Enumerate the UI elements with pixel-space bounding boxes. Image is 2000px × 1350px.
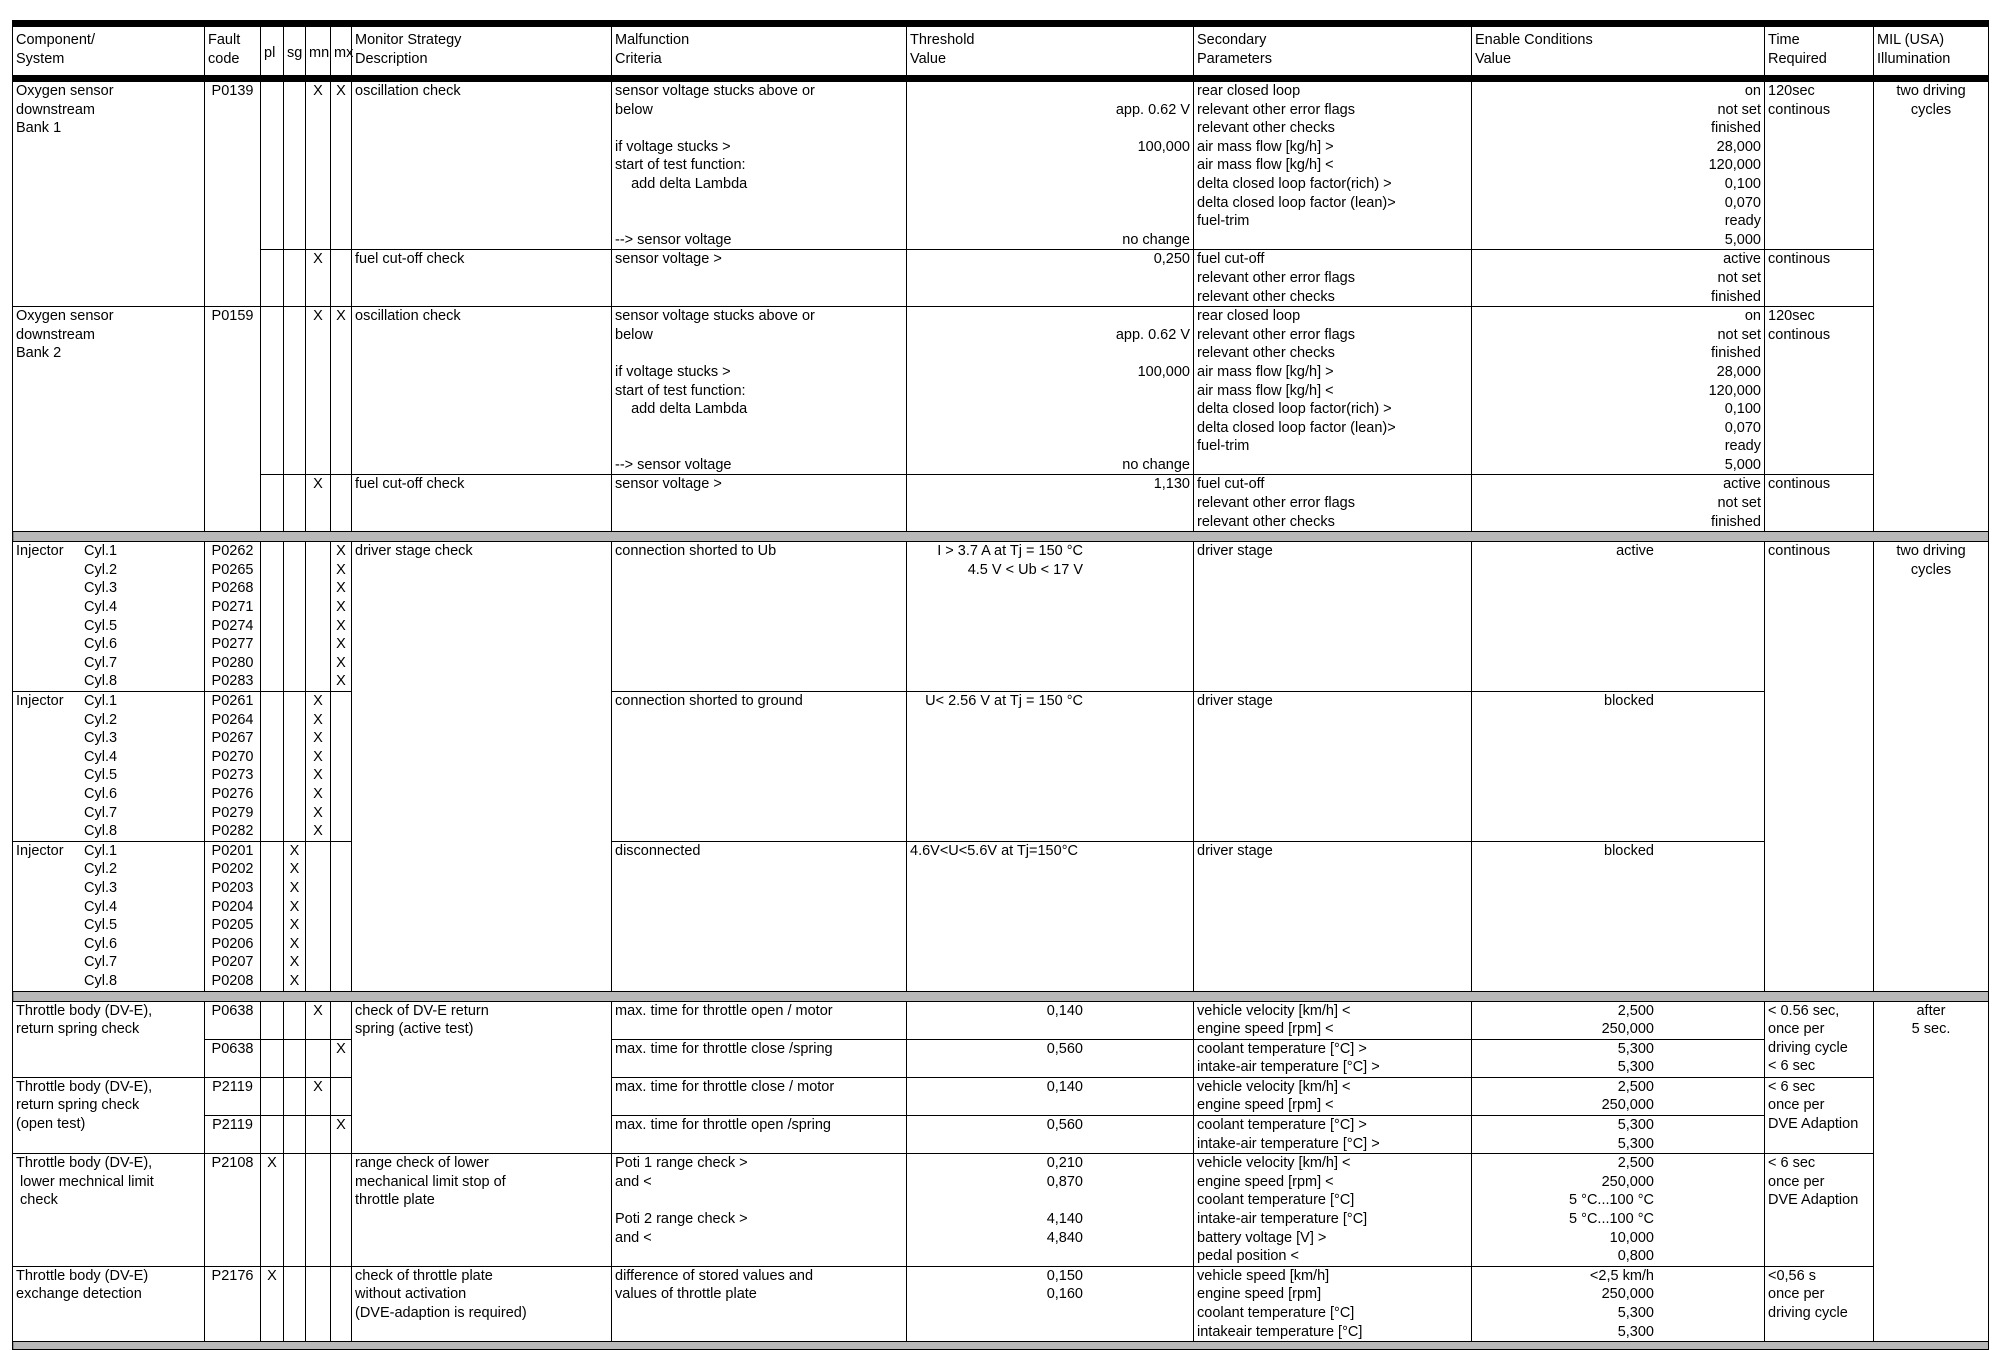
- threshold-cell: 0,210 0,870 4,140 4,840: [907, 1154, 1194, 1267]
- cylinder-label: Cyl.7: [84, 954, 118, 971]
- cylinder-label: Cyl.1: [84, 693, 118, 709]
- secondary-cell: vehicle velocity [km/h] < engine speed [rpm] <: [1194, 1077, 1472, 1115]
- mx-cell: [331, 692, 352, 842]
- cylinder-label: Cyl.2: [84, 561, 118, 578]
- mn-cell: [306, 1116, 331, 1154]
- mn-cell: [306, 542, 331, 692]
- threshold-cell: 0,140: [907, 1077, 1194, 1115]
- enable-cell: active not set finished: [1472, 250, 1765, 307]
- mx-cell: [331, 1266, 352, 1341]
- malfunction-cell: connection shorted to Ub: [612, 542, 907, 692]
- component-cell: Throttle body (DV-E), return spring check (open test): [13, 1077, 205, 1153]
- component-cell: Oxygen sensor downstream Bank 2: [13, 307, 205, 532]
- mil-cell: after 5 sec.: [1874, 1001, 1989, 1342]
- table-row: [13, 307, 1989, 475]
- cylinder-label: Cyl.7: [84, 654, 118, 671]
- header-pl: pl: [261, 24, 284, 79]
- threshold-cell: app. 0.62 V 100,000 no change: [907, 307, 1194, 475]
- mx-cell: [331, 475, 352, 532]
- threshold-cell: 4.6V<U<5.6V at Tj=150°C: [907, 841, 1194, 991]
- threshold-cell: 0,140: [907, 1001, 1194, 1039]
- cylinder-label: Cyl.2: [84, 711, 118, 728]
- secondary-cell: rear closed loop relevant other error flags relevant other checks air mass flow [kg/h] > air mass flow [kg/h] < delta closed loop factor(rich) > delta closed loop factor (lean)> fuel-trim: [1194, 307, 1472, 475]
- monitor-table: [12, 20, 1989, 1350]
- section-divider: [13, 532, 1989, 542]
- mx-cell: X: [331, 79, 352, 250]
- cylinder-label: Cyl.4: [84, 748, 118, 765]
- secondary-cell: driver stage: [1194, 542, 1472, 692]
- header-enable: Enable Conditions Value: [1472, 24, 1765, 79]
- mn-cell: X: [306, 307, 331, 475]
- pl-cell: [261, 250, 284, 307]
- table-row: [13, 841, 1989, 991]
- strategy-cell: range check of lower mechanical limit stop of throttle plate: [352, 1154, 612, 1267]
- time-cell: < 0.56 sec, once per driving cycle < 6 sec: [1765, 1001, 1874, 1077]
- strategy-cell: oscillation check: [352, 79, 612, 250]
- fault-code-cell: P0638: [205, 1039, 261, 1077]
- sg-cell: X X X X X X X X: [284, 841, 306, 991]
- mn-cell: X: [306, 79, 331, 250]
- pl-cell: [261, 692, 284, 842]
- enable-cell: blocked: [1472, 692, 1765, 842]
- pl-cell: [261, 1116, 284, 1154]
- cylinder-label: Cyl.8: [84, 972, 118, 989]
- enable-cell: on not set finished 28,000 120,000 0,100 0,070 ready 5,000: [1472, 307, 1765, 475]
- component-cell: [13, 841, 205, 991]
- mx-cell: [331, 250, 352, 307]
- strategy-cell: fuel cut-off check: [352, 250, 612, 307]
- secondary-cell: fuel cut-off relevant other error flags relevant other checks: [1194, 250, 1472, 307]
- injector-label: Injector: [16, 842, 64, 859]
- enable-cell: on not set finished 28,000 120,000 0,100 0,070 ready 5,000: [1472, 79, 1765, 250]
- threshold-cell: U< 2.56 V at Tj = 150 °C: [907, 692, 1194, 842]
- time-cell: continous: [1765, 250, 1874, 307]
- mn-cell: X X X X X X X X: [306, 692, 331, 842]
- enable-cell: 2,500 250,000: [1472, 1077, 1765, 1115]
- threshold-cell: I > 3.7 A at Tj = 150 °C 4.5 V < Ub < 17 V: [907, 542, 1194, 692]
- table-row: [13, 1154, 1989, 1267]
- fault-code-cell: P2176: [205, 1266, 261, 1341]
- secondary-cell: coolant temperature [°C] > intake-air temperature [°C] >: [1194, 1039, 1472, 1077]
- strategy-cell: check of throttle plate without activation (DVE-adaption is required): [352, 1266, 612, 1341]
- fault-code-cell: P0139: [205, 79, 261, 307]
- pl-cell: [261, 1077, 284, 1115]
- header-sg: sg: [284, 24, 306, 79]
- cylinder-label: Cyl.6: [84, 935, 118, 952]
- fault-code-cell: P2119: [205, 1077, 261, 1115]
- secondary-cell: vehicle velocity [km/h] < engine speed [rpm] <: [1194, 1001, 1472, 1039]
- fault-code-cell: P0638: [205, 1001, 261, 1039]
- cylinder-label: Cyl.4: [84, 898, 118, 915]
- mil-cell: two driving cycles: [1874, 542, 1989, 991]
- section-divider: [13, 991, 1989, 1001]
- cylinder-list: [84, 692, 117, 841]
- fault-code-cell: P0261 P0264 P0267 P0270 P0273 P0276 P0279 P0282: [205, 692, 261, 842]
- mn-cell: [306, 841, 331, 991]
- header-secondary: Secondary Parameters: [1194, 24, 1472, 79]
- malfunction-cell: sensor voltage >: [612, 250, 907, 307]
- pl-cell: [261, 841, 284, 991]
- table-row: [13, 542, 1989, 692]
- malfunction-cell: Poti 1 range check > and < Poti 2 range check > and <: [612, 1154, 907, 1267]
- component-cell: Throttle body (DV-E), return spring check: [13, 1001, 205, 1077]
- mx-cell: X X X X X X X X: [331, 542, 352, 692]
- malfunction-cell: sensor voltage >: [612, 475, 907, 532]
- table-row: [13, 475, 1989, 532]
- header-component: Component/ System: [13, 24, 205, 79]
- mn-cell: X: [306, 1001, 331, 1039]
- pl-cell: [261, 79, 284, 250]
- malfunction-cell: max. time for throttle open /spring: [612, 1116, 907, 1154]
- sg-cell: [284, 1077, 306, 1115]
- cylinder-list: [84, 542, 117, 691]
- header-row: [13, 24, 1989, 79]
- enable-cell: 5,300 5,300: [1472, 1116, 1765, 1154]
- section-divider: [13, 1342, 1989, 1350]
- strategy-cell: check of DV-E return spring (active test): [352, 1001, 612, 1154]
- enable-cell: 2,500 250,000: [1472, 1001, 1765, 1039]
- malfunction-cell: max. time for throttle open / motor: [612, 1001, 907, 1039]
- pl-cell: X: [261, 1266, 284, 1341]
- mx-cell: X: [331, 1116, 352, 1154]
- time-cell: <0,56 s once per driving cycle: [1765, 1266, 1874, 1341]
- table-row: [13, 1116, 1989, 1154]
- time-cell: continous: [1765, 542, 1874, 991]
- secondary-cell: rear closed loop relevant other error flags relevant other checks air mass flow [kg/h] > air mass flow [kg/h] < delta closed loop factor(rich) > delta closed loop factor (lean)> fuel-trim: [1194, 79, 1472, 250]
- cylinder-label: Cyl.5: [84, 767, 118, 784]
- secondary-cell: vehicle speed [km/h] engine speed [rpm] coolant temperature [°C] intakeair temperature [°C]: [1194, 1266, 1472, 1341]
- component-cell: Throttle body (DV-E), lower mechnical limit check: [13, 1154, 205, 1267]
- header-mn: mn: [306, 24, 331, 79]
- cylinder-label: Cyl.8: [84, 823, 118, 840]
- mx-cell: [331, 841, 352, 991]
- threshold-cell: app. 0.62 V 100,000 no change: [907, 79, 1194, 250]
- cylinder-label: Cyl.3: [84, 580, 118, 597]
- secondary-cell: driver stage: [1194, 841, 1472, 991]
- cylinder-label: Cyl.5: [84, 617, 118, 634]
- time-cell: < 6 sec once per DVE Adaption: [1765, 1077, 1874, 1153]
- header-time: Time Required: [1765, 24, 1874, 79]
- enable-cell: 5,300 5,300: [1472, 1039, 1765, 1077]
- threshold-cell: 0,150 0,160: [907, 1266, 1194, 1341]
- threshold-cell: 0,250: [907, 250, 1194, 307]
- cylinder-label: Cyl.6: [84, 785, 118, 802]
- mn-cell: [306, 1154, 331, 1267]
- cylinder-label: Cyl.8: [84, 673, 118, 690]
- enable-cell: active not set finished: [1472, 475, 1765, 532]
- cylinder-label: Cyl.5: [84, 917, 118, 934]
- mx-cell: X: [331, 1039, 352, 1077]
- time-cell: 120sec continous: [1765, 307, 1874, 475]
- sg-cell: [284, 79, 306, 250]
- malfunction-cell: disconnected: [612, 841, 907, 991]
- cylinder-label: Cyl.1: [84, 543, 118, 560]
- malfunction-cell: connection shorted to ground: [612, 692, 907, 842]
- sg-cell: [284, 542, 306, 692]
- malfunction-cell: max. time for throttle close / motor: [612, 1077, 907, 1115]
- malfunction-cell: sensor voltage stucks above or below if voltage stucks > start of test function: add delta Lambda --> sensor voltage: [612, 307, 907, 475]
- component-cell: Oxygen sensor downstream Bank 1: [13, 79, 205, 307]
- threshold-cell: 0,560: [907, 1039, 1194, 1077]
- threshold-cell: 0,560: [907, 1116, 1194, 1154]
- header-threshold: Threshold Value: [907, 24, 1194, 79]
- header-strategy: Monitor Strategy Description: [352, 24, 612, 79]
- malfunction-cell: sensor voltage stucks above or below if voltage stucks > start of test function: add delta Lambda --> sensor voltage: [612, 79, 907, 250]
- table-row: [13, 1001, 1989, 1039]
- mx-cell: [331, 1154, 352, 1267]
- cylinder-label: Cyl.2: [84, 861, 118, 878]
- sg-cell: [284, 307, 306, 475]
- strategy-cell: fuel cut-off check: [352, 475, 612, 532]
- table-row: [13, 1039, 1989, 1077]
- sg-cell: [284, 475, 306, 532]
- header-malfunction: Malfunction Criteria: [612, 24, 907, 79]
- header-mx: mx: [331, 24, 352, 79]
- mn-cell: [306, 1039, 331, 1077]
- sg-cell: [284, 250, 306, 307]
- pl-cell: [261, 1001, 284, 1039]
- enable-cell: blocked: [1472, 841, 1765, 991]
- time-cell: continous: [1765, 475, 1874, 532]
- cylinder-label: Cyl.4: [84, 599, 118, 616]
- strategy-cell: driver stage check: [352, 542, 612, 991]
- mn-cell: [306, 1266, 331, 1341]
- pl-cell: [261, 542, 284, 692]
- strategy-cell: oscillation check: [352, 307, 612, 475]
- secondary-cell: driver stage: [1194, 692, 1472, 842]
- table-row: [13, 1266, 1989, 1341]
- table-row: [13, 79, 1989, 250]
- sg-cell: [284, 1266, 306, 1341]
- time-cell: 120sec continous: [1765, 79, 1874, 250]
- component-cell: Throttle body (DV-E) exchange detection: [13, 1266, 205, 1341]
- cylinder-label: Cyl.3: [84, 879, 118, 896]
- fault-code-cell: P2119: [205, 1116, 261, 1154]
- header-mil: MIL (USA) Illumination: [1874, 24, 1989, 79]
- pl-cell: [261, 1039, 284, 1077]
- obd-spec-sheet: [12, 20, 1988, 1340]
- fault-code-cell: P0159: [205, 307, 261, 532]
- pl-cell: [261, 475, 284, 532]
- sg-cell: [284, 692, 306, 842]
- enable-cell: <2,5 km/h 250,000 5,300 5,300: [1472, 1266, 1765, 1341]
- mil-cell: two driving cycles: [1874, 79, 1989, 532]
- secondary-cell: coolant temperature [°C] > intake-air temperature [°C] >: [1194, 1116, 1472, 1154]
- mn-cell: X: [306, 475, 331, 532]
- secondary-cell: fuel cut-off relevant other error flags relevant other checks: [1194, 475, 1472, 532]
- secondary-cell: vehicle velocity [km/h] < engine speed [rpm] < coolant temperature [°C] intake-air temperature [°C] battery voltage [V] > pedal position <: [1194, 1154, 1472, 1267]
- mx-cell: [331, 1001, 352, 1039]
- mn-cell: X: [306, 250, 331, 307]
- header-fault-code: Fault code: [205, 24, 261, 79]
- cylinder-list: [84, 842, 117, 991]
- cylinder-label: Cyl.6: [84, 636, 118, 653]
- table-row: [13, 250, 1989, 307]
- enable-cell: 2,500 250,000 5 °C...100 °C 5 °C...100 °C 10,000 0,800: [1472, 1154, 1765, 1267]
- sg-cell: [284, 1116, 306, 1154]
- sg-cell: [284, 1154, 306, 1267]
- fault-code-cell: P0262 P0265 P0268 P0271 P0274 P0277 P0280 P0283: [205, 542, 261, 692]
- cylinder-label: Cyl.1: [84, 842, 118, 859]
- malfunction-cell: difference of stored values and values of throttle plate: [612, 1266, 907, 1341]
- sg-cell: [284, 1001, 306, 1039]
- injector-label: Injector: [16, 693, 64, 709]
- threshold-cell: 1,130: [907, 475, 1194, 532]
- fault-code-cell: P0201 P0202 P0203 P0204 P0205 P0206 P0207 P0208: [205, 841, 261, 991]
- component-cell: [13, 692, 205, 842]
- mx-cell: X: [331, 307, 352, 475]
- injector-label: Injector: [16, 543, 64, 560]
- table-row: [13, 1077, 1989, 1115]
- sg-cell: [284, 1039, 306, 1077]
- mx-cell: [331, 1077, 352, 1115]
- mn-cell: X: [306, 1077, 331, 1115]
- fault-code-cell: P2108: [205, 1154, 261, 1267]
- pl-cell: [261, 307, 284, 475]
- enable-cell: active: [1472, 542, 1765, 692]
- pl-cell: X: [261, 1154, 284, 1267]
- component-cell: [13, 542, 205, 692]
- time-cell: < 6 sec once per DVE Adaption: [1765, 1154, 1874, 1267]
- cylinder-label: Cyl.7: [84, 804, 118, 821]
- table-row: [13, 692, 1989, 842]
- cylinder-label: Cyl.3: [84, 730, 118, 747]
- malfunction-cell: max. time for throttle close /spring: [612, 1039, 907, 1077]
